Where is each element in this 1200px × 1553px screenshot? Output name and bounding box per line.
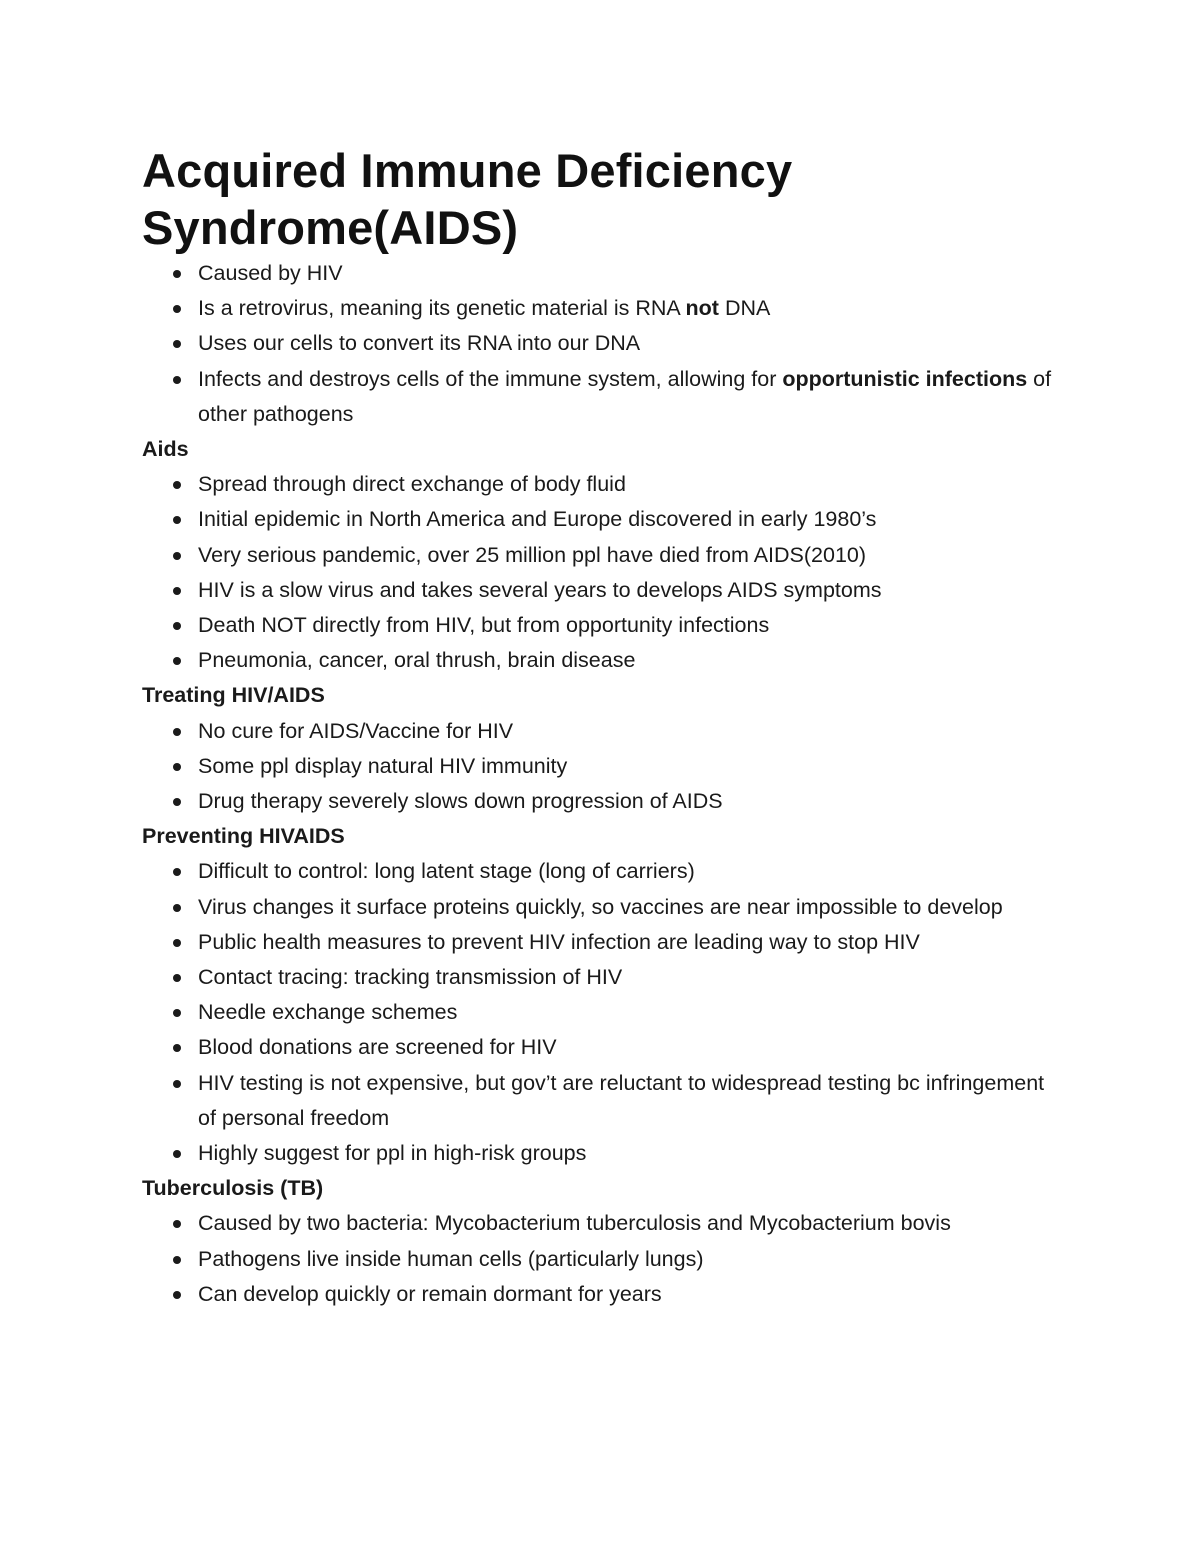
emphasis-text: not — [685, 296, 719, 321]
list-item: Difficult to control: long latent stage (long of carriers) — [142, 854, 1062, 889]
list-item: Caused by two bacteria: Mycobacterium tuberculosis and Mycobacterium bovis — [142, 1206, 1062, 1241]
document-page — [142, 142, 1062, 1312]
list-item — [142, 326, 1062, 361]
list-item: Blood donations are screened for HIV — [142, 1030, 1062, 1065]
section-preventing — [142, 819, 1062, 1171]
list-item: Can develop quickly or remain dormant for years — [142, 1277, 1062, 1312]
page-title: Acquired Immune Deficiency Syndrome(AIDS) — [142, 144, 793, 254]
list-item: Very serious pandemic, over 25 million ppl have died from AIDS(2010) — [142, 538, 1062, 573]
intro-bullet-list — [142, 256, 1062, 432]
list-item: Public health measures to prevent HIV infection are leading way to stop HIV — [142, 925, 1062, 960]
list-item-text: Caused by HIV — [198, 261, 343, 285]
list-item: Contact tracing: tracking transmission of HIV — [142, 960, 1062, 995]
list-item — [142, 256, 1062, 291]
emphasis-text: opportunistic infections — [782, 366, 1028, 391]
list-item-text: DNA — [718, 296, 771, 321]
list-item: Some ppl display natural HIV immunity — [142, 749, 1062, 784]
section-heading: Preventing HIVAIDS — [142, 824, 345, 849]
list-item: Initial epidemic in North America and Europe discovered in early 1980’s — [142, 502, 1062, 537]
list-item-text: of other pathogens — [198, 366, 1052, 426]
list-item: Highly suggest for ppl in high-risk groups — [142, 1136, 1062, 1171]
bullet-list — [142, 714, 1062, 820]
list-item-text: Infects and destroys cells of the immune system, allowing for — [198, 366, 783, 391]
section-treating — [142, 678, 1062, 819]
list-item: No cure for AIDS/Vaccine for HIV — [142, 714, 1062, 749]
list-item — [142, 291, 1062, 326]
list-item-text: Is a retrovirus, meaning its genetic material is RNA — [198, 296, 686, 321]
list-item: Death NOT directly from HIV, but from opportunity infections — [142, 608, 1062, 643]
section-heading: Aids — [142, 437, 189, 462]
section-heading: Treating HIV/AIDS — [142, 683, 325, 708]
list-item-text: Uses our cells to convert its RNA into our DNA — [198, 331, 641, 356]
list-item: Pneumonia, cancer, oral thrush, brain disease — [142, 643, 1062, 678]
bullet-list — [142, 854, 1062, 1171]
list-item: HIV is a slow virus and takes several years to develops AIDS symptoms — [142, 573, 1062, 608]
bullet-list — [142, 1206, 1062, 1312]
bullet-list — [142, 467, 1062, 678]
list-item: HIV testing is not expensive, but gov’t are reluctant to widespread testing bc infringement of personal freedom — [142, 1066, 1062, 1136]
list-item: Needle exchange schemes — [142, 995, 1062, 1030]
section-aids — [142, 432, 1062, 678]
list-item: Spread through direct exchange of body fluid — [142, 467, 1062, 502]
section-tuberculosis — [142, 1171, 1062, 1312]
list-item: Drug therapy severely slows down progression of AIDS — [142, 784, 1062, 819]
list-item: Pathogens live inside human cells (particularly lungs) — [142, 1242, 1062, 1277]
section-heading: Tuberculosis (TB) — [142, 1176, 324, 1201]
list-item: Virus changes it surface proteins quickly, so vaccines are near impossible to develop — [142, 890, 1062, 925]
list-item — [142, 362, 1062, 432]
